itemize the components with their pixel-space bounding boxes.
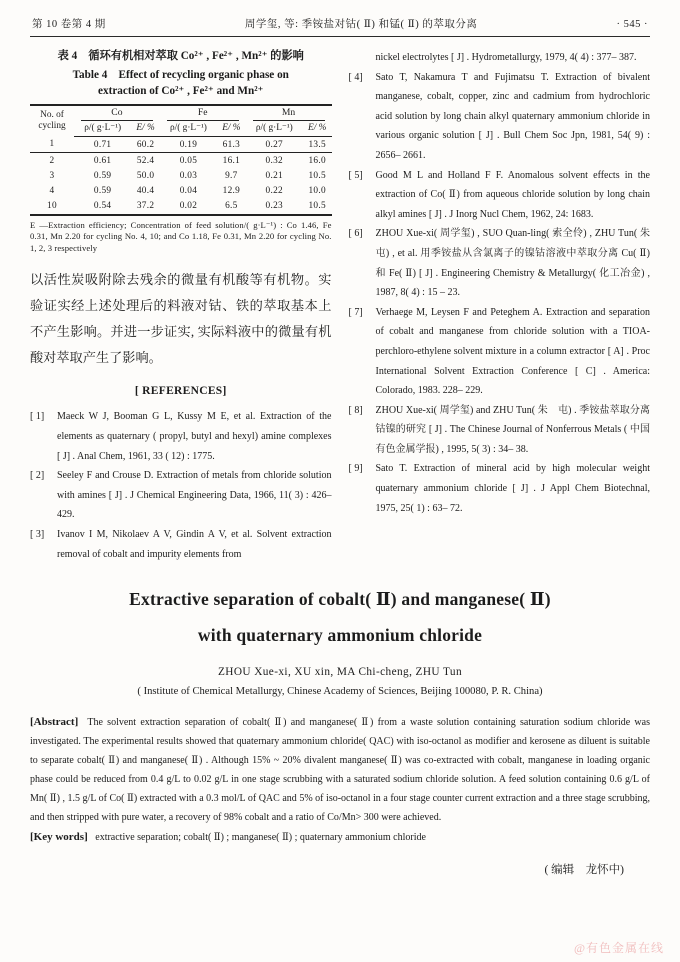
- table4-footnote: E —Extraction efficiency; Concentration of feed solution/( g·L⁻¹) : Co 1.46, Fe 0.31, Mn 2.20 for cycling No. 4, 10; and Co 1.18, Fe 0.31, Mn 2.20 for cycling No. 1, 2, 3 respectively: [30, 219, 332, 253]
- article-affiliation: ( Institute of Chemical Metallurgy, Chinese Academy of Sciences, Beijing 100080, P. R. China): [137, 686, 543, 698]
- abstract-label: [Abstract]: [30, 716, 79, 729]
- english-abstract-section: [30, 584, 650, 877]
- reference-3-continuation: nickel electrolytes [ J] . Hydrometallurgy, 1979, 4( 4) : 377– 387.: [375, 52, 637, 63]
- running-head-title: 周学玺, 等: 季铵盐对钴( Ⅱ) 和锰( Ⅱ) 的萃取分离: [244, 19, 478, 30]
- table-row: 1 0.71 60.2 0.19 61.3 0.27 13.5: [30, 137, 332, 153]
- site-watermark: @有色金属在线: [573, 941, 664, 955]
- reference-3-label: [ 3]: [30, 529, 45, 540]
- reference-9-text: Sato T. Extraction of mineral acid by high molecular weight quaternary ammonium chloride [ J] . J Appl Chem Biotechnal, 1975, 25( 1) : 63– 72.: [375, 463, 650, 514]
- reference-2-text: Seeley F and Crouse D. Extraction of metals from chloride solution with amines [ J] . J Chemical Engineering Data, 1966, 11( 3) : 426– 429.: [57, 470, 332, 521]
- reference-8: [349, 401, 651, 460]
- abstract-paragraph: [30, 713, 650, 827]
- reference-7-label: [ 7]: [348, 306, 363, 318]
- reference-7-text: Verhaege M, Leysen F and Peteghem A. Extraction and separation of cobalt and manganese from chloride solution with a TIOA-perchloro-ethylene solvent mixture in a column extractor [ A] . Proc International Solvent Extraction Conference [ C] . America: Colorado, 1983. 228– 229.: [375, 306, 650, 397]
- table4-caption-en-line2: extraction of Co²⁺ , Fe²⁺ and Mn²⁺: [98, 85, 264, 97]
- reference-5-label: [ 5]: [348, 169, 363, 181]
- table-row: 4 0.59 40.4 0.04 12.9 0.22 10.0: [49, 186, 326, 197]
- table-row: 2 0.61 52.4 0.05 16.1 0.32 16.0: [49, 155, 326, 166]
- article-title-line1: Extractive separation of cobalt( Ⅱ) and manganese( Ⅱ): [129, 589, 551, 610]
- reference-2-label: [ 2]: [30, 470, 45, 482]
- editor-note: ( 编辑 龙怀中): [544, 864, 624, 877]
- keywords-text: extractive separation; cobalt( Ⅱ) ; manganese( Ⅱ) ; quaternary ammonium chloride: [95, 832, 426, 844]
- references-heading: [ REFERENCES]: [134, 385, 227, 398]
- keywords-label: [Key words]: [30, 831, 88, 844]
- table4-subheader-eff-mn: E/ %: [303, 121, 332, 137]
- table4-subheader-conc-mn: ρ/( g·L⁻¹): [246, 121, 303, 137]
- table4: [30, 104, 332, 216]
- reference-4-text: Sato T, Nakamura T and Fujimatsu T. Extraction of bivalent manganese, cobalt, copper, zinc and cadmium from hydrochloric acid solution by long chain alkyl quaternary ammonium chloride in various organic solution [ J] . Bull Chem Soc Jpn, 1981, 54( 9) : 2656– 2661.: [375, 71, 650, 161]
- reference-3: [30, 525, 332, 564]
- table4-subheader-conc-co: ρ/( g·L⁻¹): [74, 121, 131, 137]
- reference-5-text: Good M L and Holland F F. Anomalous solvent effects in the extraction of Co( Ⅱ) from aqueous chloride solution by long chain alkyl amines [ J] . J Inorg Nucl Chem, 1962, 24: 1683.: [375, 169, 650, 220]
- reference-9-label: [ 9]: [348, 463, 363, 475]
- reference-1: [30, 407, 332, 466]
- reference-1-label: [ 1]: [30, 411, 45, 423]
- reference-8-label: [ 8]: [348, 404, 363, 416]
- reference-6-label: [ 6]: [348, 228, 363, 240]
- reference-4: [349, 68, 651, 166]
- reference-5: [349, 166, 651, 225]
- reference-1-text: Maeck W J, Booman G L, Kussy M E, et al. Extraction of the elements as quaternary ( propyl, butyl and hexyl) amine complexes [ J] . Anal Chem, 1961, 33 ( 12) : 1775.: [57, 411, 332, 462]
- keywords-paragraph: [30, 828, 650, 847]
- reference-8-text: ZHOU Xue-xi( 周学玺) and ZHU Tun( 朱 屯) . 季铵盐萃取分离钴镍的研究 [ J] . The Chinese Journal of Nonferrous Metals ( 中国有色金属学报) , 1995, 5( 3) : 34– 38.: [375, 404, 650, 455]
- table4-group-co: Co: [74, 105, 160, 121]
- reference-9: [349, 459, 651, 518]
- table4-subheader-conc-fe: ρ/( g·L⁻¹): [160, 121, 217, 137]
- body-paragraph: 以活性炭吸附除去残余的微量有机酸等有机物。实验证实经上述处理后的料液对钴、铁的萃取基本上不产生影响。并进一步证实, 实际料液中的微量有机酸对萃取产生了影响。: [30, 272, 332, 366]
- table-row: 3 0.59 50.0 0.03 9.7 0.21 10.5: [49, 170, 326, 181]
- table4-subheader-eff-co: E/ %: [131, 121, 160, 137]
- article-authors: ZHOU Xue-xi, XU xin, MA Chi-cheng, ZHU Tun: [218, 666, 462, 679]
- table4-group-fe: Fe: [160, 105, 246, 121]
- table4-caption-zh: 表 4 循环有机相对萃取 Co²⁺ , Fe²⁺ , Mn²⁺ 的影响: [57, 50, 304, 62]
- table4-group-mn: Mn: [246, 105, 332, 121]
- table-row: 10 0.54 37.2 0.02 6.5 0.23 10.5: [47, 201, 326, 212]
- reference-4-label: [ 4]: [348, 71, 363, 83]
- running-head-page-number: · 545 ·: [616, 19, 648, 30]
- right-column: [348, 48, 660, 564]
- running-head-issue: 第 10 卷第 4 期: [32, 19, 106, 30]
- article-title-line2: with quaternary ammonium chloride: [197, 625, 483, 646]
- reference-7: [349, 303, 651, 401]
- table4-rowhead: No. of cycling: [38, 110, 66, 132]
- left-column: [30, 48, 332, 564]
- reference-3-text: Ivanov I M, Nikolaev A V, Gindin A V, et al. Solvent extraction removal of cobalt and impurity elements from: [57, 529, 332, 560]
- reference-6-text: ZHOU Xue-xi( 周学玺) , SUO Quan-ling( 索全伶) , ZHU Tun( 朱 屯) , et al. 用季铵盐从含氯离子的镍钴溶液中萃取分离 Cu( Ⅱ) 和 Fe( Ⅱ) [ J] . Engineering Chemistry & Metallurgy( 化工冶金) , 1987, 8( 4) : 15 – 23.: [375, 228, 660, 299]
- abstract-text: The solvent extraction separation of cobalt( Ⅱ) and manganese( Ⅱ) from a waste solution containing saturation sodium chloride was investigated. The experimental results showed that quaternary ammonium chloride( QAC) with iso-octanol as modifier and kerosene as diluent is suitable to separate cobalt( Ⅱ) and manganese( Ⅱ) . Although 15% ~ 20% divalent manganese( Ⅱ) was co-extracted with cobalt, manganese in loading organic phase could be reduced from 0.4 g/L to 0.02 g/L in one stage scrubbing with a saturated sodium chloride solution. A feed solution containing 0.6 g/L of Mn( Ⅱ) , 1.5 g/L of Co( Ⅱ) extracted with a 0.3 mol/L of QAC and 5% of iso-octanol in a four stage counter current extraction and a three stage scrubbing, and then stripped with pure water, a recovery of 98% cobalt and a ratio of Co/Mn> 300 were achieved.: [30, 717, 650, 824]
- running-head: [30, 16, 650, 37]
- table4-caption-en-line1: Table 4 Effect of recycling organic phase on: [72, 69, 289, 81]
- reference-6: [348, 224, 660, 302]
- table4-subheader-eff-fe: E/ %: [217, 121, 246, 137]
- two-column-body: [30, 48, 660, 564]
- reference-2: [30, 466, 332, 525]
